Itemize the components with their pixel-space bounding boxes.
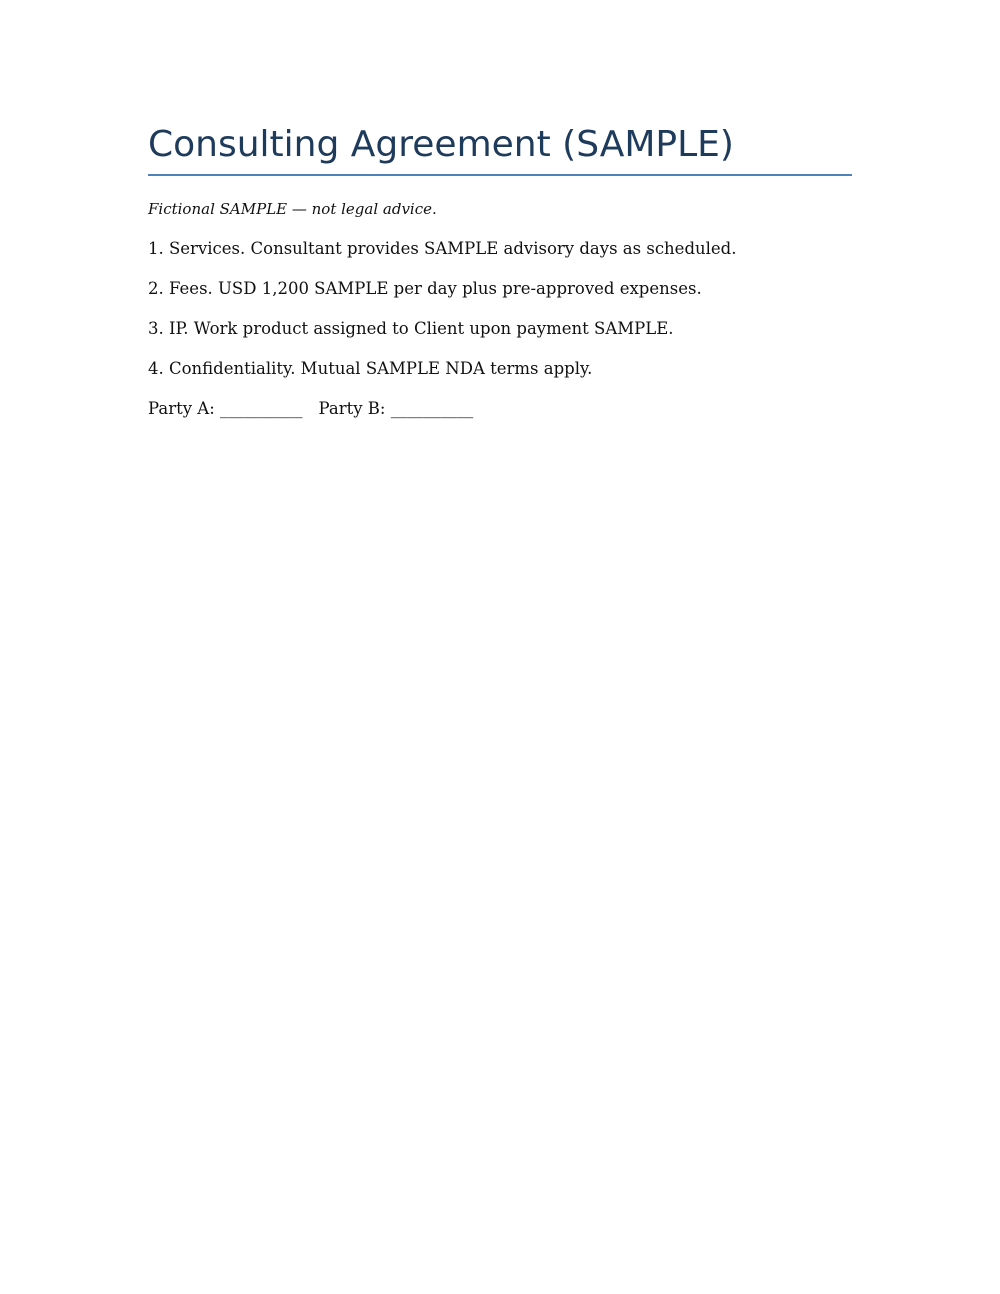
party-b-signature: Party B: __________	[318, 399, 474, 418]
clause-list	[148, 238, 852, 380]
clause-confidentiality: 4. Confidentiality. Mutual SAMPLE NDA terms apply.	[148, 359, 593, 378]
clause-ip: 3. IP. Work product assigned to Client upon payment SAMPLE.	[148, 319, 674, 338]
signature-line	[148, 398, 852, 420]
clause-services: 1. Services. Consultant provides SAMPLE advisory days as scheduled.	[148, 239, 737, 258]
document-title: Consulting Agreement (SAMPLE)	[148, 120, 852, 176]
document-body	[148, 120, 852, 420]
disclaimer-text: Fictional SAMPLE — not legal advice.	[148, 200, 437, 218]
clause-fees: 2. Fees. USD 1,200 SAMPLE per day plus pre-approved expenses.	[148, 279, 702, 298]
party-a-signature: Party A: __________	[148, 399, 303, 418]
